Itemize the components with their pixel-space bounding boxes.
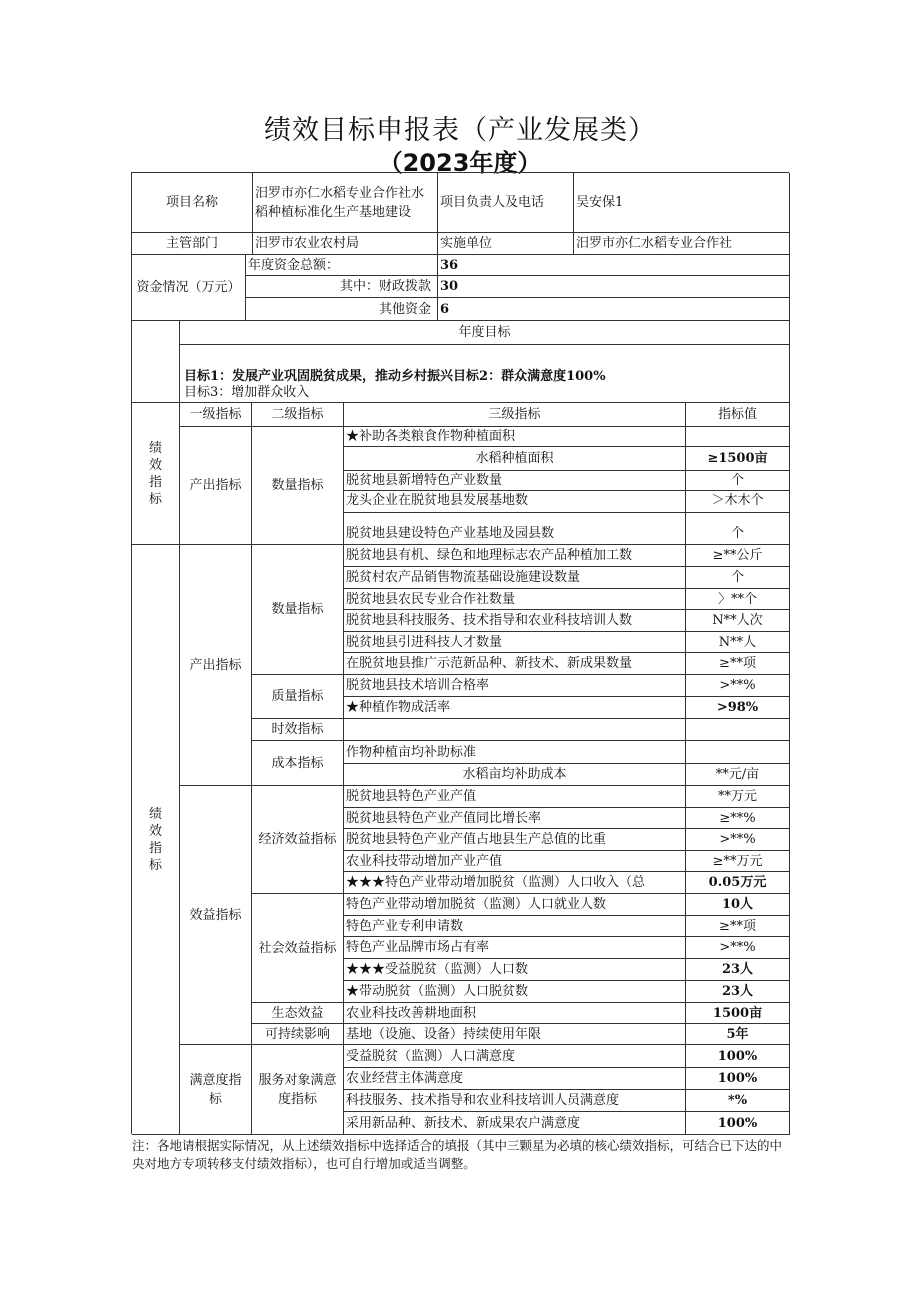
level3-value <box>686 719 790 741</box>
level2-service: 服务对象满意度指标 <box>252 1045 344 1135</box>
level3-name: 在脱贫地县推广示范新品种、新技术、新成果数量 <box>344 653 686 675</box>
page-subtitle-year: （2023年度） <box>378 149 542 177</box>
level3-name: 脱贫地县技术培训合格率 <box>344 675 686 697</box>
level3-name: 特色产业带动增加脱贫（监测）人口就业人数 <box>344 894 686 916</box>
level3-name: ★种植作物成活率 <box>344 697 686 719</box>
level2-timeliness: 时效指标 <box>252 719 344 741</box>
impl-value: 汨罗市亦仁水稻专业合作社 <box>574 233 790 255</box>
funds-total-value: 36 <box>438 255 790 276</box>
level2-cost: 成本指标 <box>252 741 344 786</box>
level2-quantity-a: 数量指标 <box>252 427 344 545</box>
level3-name: 脱贫地县科技服务、技术指导和农业科技培训人数 <box>344 610 686 632</box>
project-name-value: 汨罗市亦仁水稻专业合作社水稻种植标准化生产基地建设 <box>253 173 438 233</box>
level3-value: **万元 <box>686 786 790 808</box>
level3-name: 脱贫村农产品销售物流基础设施建设数量 <box>344 567 686 589</box>
level3-value: >**% <box>686 829 790 851</box>
level3-value: 个 <box>686 513 790 545</box>
performance-table <box>131 172 789 1134</box>
level3-value: 个 <box>686 471 790 491</box>
level3-name: 农业经营主体满意度 <box>344 1068 686 1090</box>
level3-value: 5年 <box>686 1024 790 1045</box>
level3-name: 脱贫地县引进科技人才数量 <box>344 632 686 653</box>
level3-value: 23人 <box>686 959 790 981</box>
dept-value: 汨罗市农业农村局 <box>253 233 438 255</box>
level3-name: 科技服务、技术指导和农业科技培训人员满意度 <box>344 1090 686 1112</box>
level3-name: ★★★受益脱贫（监测）人口数 <box>344 959 686 981</box>
level3-name: 农业科技带动增加产业产值 <box>344 851 686 872</box>
level3-value: >**% <box>686 937 790 959</box>
level1-output-a: 产出指标 <box>180 427 252 545</box>
col-header-value: 指标值 <box>686 403 790 427</box>
level3-name: ★补助各类粮食作物种植面积 <box>344 427 686 447</box>
level3-name: 基地（设施、设备）持续使用年限 <box>344 1024 686 1045</box>
page-title: 绩效目标申报表（产业发展类） <box>264 115 656 146</box>
level3-value: N**人 <box>686 632 790 653</box>
level3-value: **元/亩 <box>686 764 790 786</box>
level3-name: 脱贫地县农民专业合作社数量 <box>344 589 686 610</box>
level3-value: 100% <box>686 1068 790 1090</box>
level3-value: 1500亩 <box>686 1003 790 1024</box>
indicator-side-label-1: 绩效指标 <box>132 403 180 545</box>
level2-eco: 生态效益 <box>252 1003 344 1024</box>
col-header-level3: 三级指标 <box>344 403 686 427</box>
level3-value <box>686 427 790 447</box>
level3-value: 100% <box>686 1045 790 1068</box>
funds-fiscal-value: 30 <box>438 276 790 298</box>
project-contact-label: 项目负责人及电话 <box>438 173 574 233</box>
goals-content <box>180 345 790 403</box>
level3-name: 特色产业专利申请数 <box>344 916 686 937</box>
level3-name: 水稻种植面积 <box>344 447 686 471</box>
goals-line-1: 目标1：发展产业巩固脱贫成果，推动乡村振兴目标2：群众满意度100% <box>184 369 606 384</box>
level1-benefit: 效益指标 <box>180 786 252 1045</box>
level3-value: 23人 <box>686 981 790 1003</box>
level3-name: 脱贫地县特色产业产值占地县生产总值的比重 <box>344 829 686 851</box>
funds-fiscal-label: 其中：财政拨款 <box>246 276 438 298</box>
level3-value: >98% <box>686 697 790 719</box>
funds-total-label: 年度资金总额： <box>246 255 438 276</box>
level3-value <box>686 741 790 764</box>
level3-value: ≥1500亩 <box>686 447 790 471</box>
level2-social: 社会效益指标 <box>252 894 344 1003</box>
level3-name: 脱贫地县新增特色产业数量 <box>344 471 686 491</box>
level3-value: *% <box>686 1090 790 1112</box>
level3-value: >**% <box>686 675 790 697</box>
funds-label: 资金情况（万元） <box>132 255 246 321</box>
level3-value: ≥**% <box>686 808 790 829</box>
level3-name: 采用新品种、新技术、新成果农户满意度 <box>344 1112 686 1135</box>
level2-quality: 质量指标 <box>252 675 344 719</box>
level3-value: ≥**项 <box>686 916 790 937</box>
level1-satisfaction: 满意度指标 <box>180 1045 252 1135</box>
level3-name: 作物种植亩均补助标准 <box>344 741 686 764</box>
level3-name: 农业科技改善耕地面积 <box>344 1003 686 1024</box>
level2-quantity-b: 数量指标 <box>252 545 344 675</box>
goals-side-cell <box>132 321 180 403</box>
level3-value: N**人次 <box>686 610 790 632</box>
level3-value: ≥**项 <box>686 653 790 675</box>
level1-output-b: 产出指标 <box>180 545 252 786</box>
level3-name: 脱贫地县特色产业产值同比增长率 <box>344 808 686 829</box>
impl-label: 实施单位 <box>438 233 574 255</box>
funds-other-value: 6 <box>438 298 790 321</box>
funds-other-label: 其他资金 <box>246 298 438 321</box>
level3-value: 100% <box>686 1112 790 1135</box>
level3-value: 0.05万元 <box>686 872 790 894</box>
level3-name: ★带动脱贫（监测）人口脱贫数 <box>344 981 686 1003</box>
footnote: 注：各地请根据实际情况，从上述绩效指标中选择适合的填报（其中三颗星为必填的核心绩效指标，可结合已下达的中央对地方专项转移支付绩效指标），也可自行增加或适当调整。 <box>132 1138 783 1171</box>
level3-name: 脱贫地县有机、绿色和地理标志农产品种植加工数 <box>344 545 686 567</box>
level3-name: 受益脱贫（监测）人口满意度 <box>344 1045 686 1068</box>
level3-name: ★★★特色产业带动增加脱贫（监测）人口收入（总 <box>344 872 686 894</box>
project-name-label: 项目名称 <box>132 173 253 233</box>
goals-line-2: 目标3：增加群众收入 <box>184 385 310 400</box>
level3-value: 10人 <box>686 894 790 916</box>
level3-name <box>344 719 686 741</box>
level3-value: ＞木木个 <box>686 491 790 513</box>
dept-label: 主管部门 <box>132 233 253 255</box>
level3-name: 特色产业品牌市场占有率 <box>344 937 686 959</box>
level3-value: ≥**公斤 <box>686 545 790 567</box>
level3-value: ≥**万元 <box>686 851 790 872</box>
indicator-side-label-2: 绩效指标 <box>132 545 180 1135</box>
col-header-level1: 一级指标 <box>180 403 252 427</box>
project-contact-value: 吴安保1 <box>574 173 790 233</box>
col-header-level2: 二级指标 <box>252 403 344 427</box>
level3-value: 〉**个 <box>686 589 790 610</box>
level3-name: 水稻亩均补助成本 <box>344 764 686 786</box>
level2-economic: 经济效益指标 <box>252 786 344 894</box>
level3-name: 脱贫地县建设特色产业基地及园县数 <box>344 513 686 545</box>
level2-sustain: 可持续影响 <box>252 1024 344 1045</box>
level3-value: 个 <box>686 567 790 589</box>
level3-name: 脱贫地县特色产业产值 <box>344 786 686 808</box>
level3-name: 龙头企业在脱贫地县发展基地数 <box>344 491 686 513</box>
goals-header: 年度目标 <box>180 321 790 345</box>
